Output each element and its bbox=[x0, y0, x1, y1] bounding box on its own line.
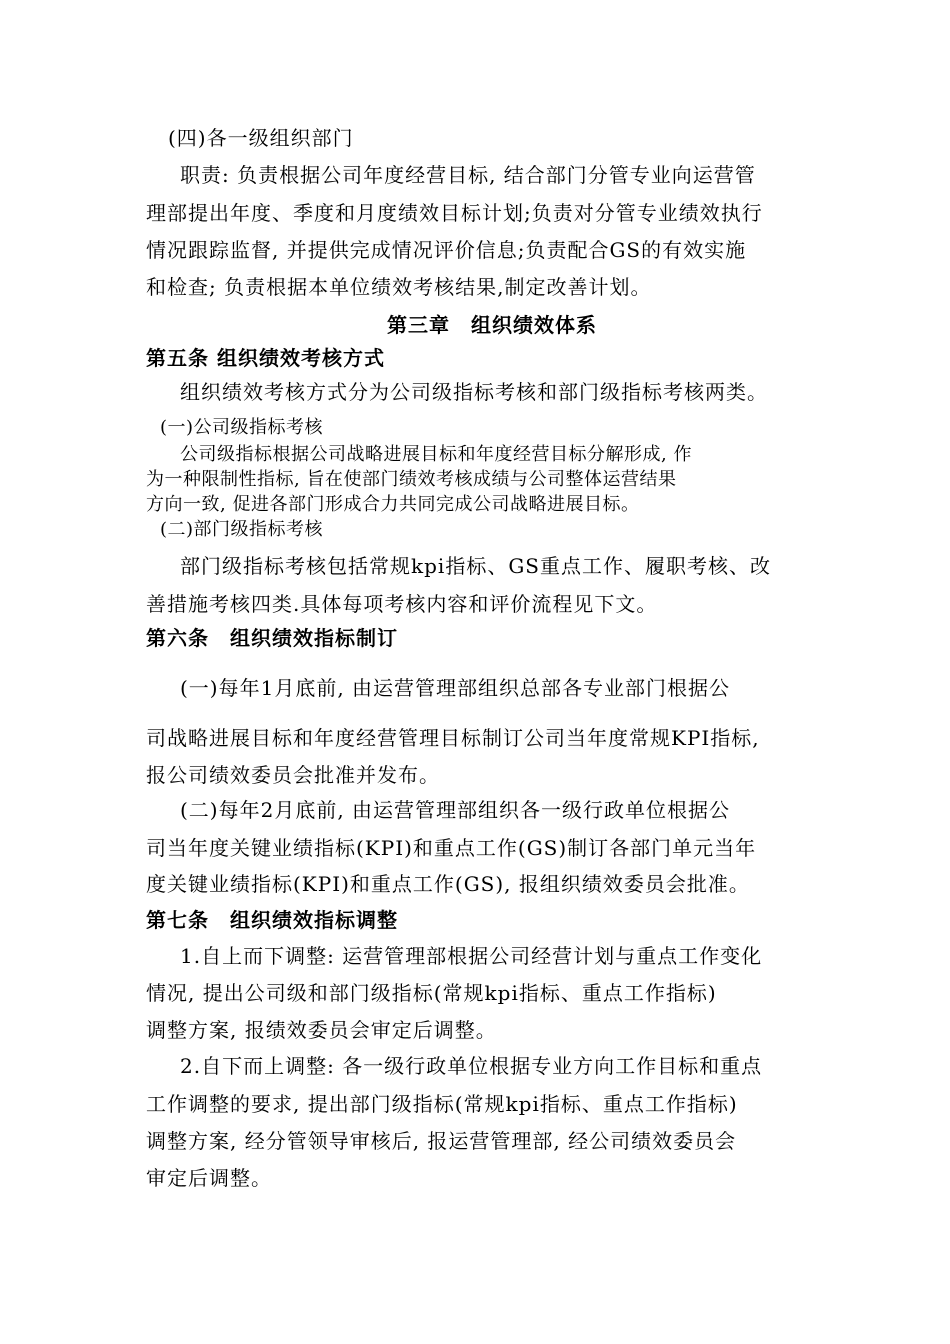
article-heading-6: 第六条 组织绩效指标制订 bbox=[146, 626, 398, 650]
paragraph-line: 情况跟踪监督, 并提供完成情况评价信息;负责配合GS的有效实施 bbox=[146, 238, 747, 262]
paragraph-line: 司战略进展目标和年度经营管理目标制订公司当年度常规KPI指标, bbox=[146, 726, 760, 750]
paragraph-line: 司当年度关键业绩指标(KPI)和重点工作(GS)制订各部门单元当年 bbox=[146, 836, 757, 860]
paragraph-line: 和检查; 负责根据本单位绩效考核结果,制定改善计划。 bbox=[146, 275, 652, 299]
paragraph-line: 1.自上而下调整: 运营管理部根据公司经营计划与重点工作变化 bbox=[180, 944, 763, 968]
paragraph-line: 善措施考核四类.具体每项考核内容和评价流程见下文。 bbox=[146, 592, 658, 616]
paragraph-line: 组织绩效考核方式分为公司级指标考核和部门级指标考核两类。 bbox=[180, 380, 768, 404]
paragraph-line: 情况, 提出公司级和部门级指标(常规kpi指标、重点工作指标) bbox=[146, 981, 717, 1005]
article-heading-5: 第五条 组织绩效考核方式 bbox=[146, 346, 385, 370]
section-heading-4: (四)各一级组织部门 bbox=[168, 126, 354, 150]
paragraph-line: 度关键业绩指标(KPI)和重点工作(GS), 报组织绩效委员会批准。 bbox=[146, 872, 750, 896]
paragraph-line: (一)每年1月底前, 由运营管理部组织总部各专业部门根据公 bbox=[180, 676, 731, 700]
paragraph-line: 方向一致, 促进各部门形成合力共同完成公司战略进展目标。 bbox=[146, 494, 640, 515]
chapter-title: 第三章 组织绩效体系 bbox=[387, 313, 597, 337]
paragraph-line: 部门级指标考核包括常规kpi指标、GS重点工作、履职考核、改 bbox=[180, 554, 771, 578]
article-heading-7: 第七条 组织绩效指标调整 bbox=[146, 908, 398, 932]
paragraph-line: 为一种限制性指标, 旨在使部门绩效考核成绩与公司整体运营结果 bbox=[146, 469, 677, 490]
subsection-heading-2: (二)部门级指标考核 bbox=[160, 519, 324, 540]
paragraph-line: 理部提出年度、季度和月度绩效目标计划;负责对分管专业绩效执行 bbox=[146, 201, 763, 225]
paragraph-line: 公司级指标根据公司战略进展目标和年度经营目标分解形成, 作 bbox=[180, 444, 692, 465]
paragraph-line: 审定后调整。 bbox=[146, 1166, 272, 1190]
paragraph-line: 调整方案, 报绩效委员会审定后调整。 bbox=[146, 1018, 497, 1042]
paragraph-line: 报公司绩效委员会批准并发布。 bbox=[146, 763, 440, 787]
paragraph-line: 工作调整的要求, 提出部门级指标(常规kpi指标、重点工作指标) bbox=[146, 1092, 738, 1116]
paragraph-line: 调整方案, 经分管领导审核后, 报运营管理部, 经公司绩效委员会 bbox=[146, 1129, 737, 1153]
paragraph-line: 职责: 负责根据公司年度经营目标, 结合部门分管专业向运营管 bbox=[180, 163, 756, 187]
paragraph-line: 2.自下而上调整: 各一级行政单位根据专业方向工作目标和重点 bbox=[180, 1054, 763, 1078]
paragraph-line: (二)每年2月底前, 由运营管理部组织各一级行政单位根据公 bbox=[180, 798, 731, 822]
subsection-heading-1: (一)公司级指标考核 bbox=[160, 417, 324, 438]
